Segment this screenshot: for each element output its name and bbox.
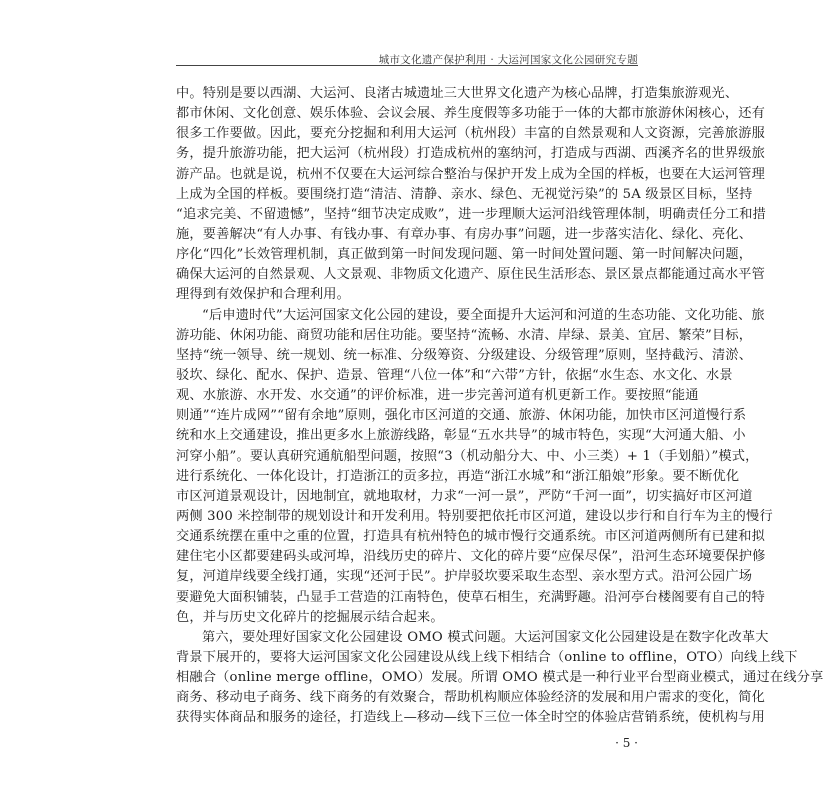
text-line: 坚持“统一领导、统一规划、统一标准、分级筹资、分级建设、分级管理”原则，坚持截污、清淤、 — [176, 347, 753, 363]
text-line: 市区河道景观设计，因地制宜，就地取材，力求“一河一景”，严防“千河一面”，切实搞好市区河道 — [176, 488, 753, 504]
text-line: 获得实体商品和服务的途径，打造线上—移动—线下三位一体全时空的体验店营销系统，使机构与用 — [176, 710, 766, 726]
text-line: 理得到有效保护和合理利用。 — [176, 287, 351, 303]
text-line: 上成为全国的样板。要围绕打造“清洁、清静、亲水、绿色、无视觉污染”的 5A 级景区目标，坚持 — [176, 186, 753, 202]
text-line: 中。特别是要以西湖、大运河、良渚古城遗址三大世界文化遗产为核心品牌，打造集旅游观光、 — [176, 86, 739, 101]
paragraph-1 — [176, 84, 767, 306]
text-line: 确保大运河的自然景观、人文景观、非物质文化遗产、原住民生活形态、景区景点都能通过高水平管 — [176, 267, 766, 283]
text-line: 都市休闲、文化创意、娱乐体验、会议会展、养生度假等多功能于一体的大都市旅游休闲核心，还有 — [176, 106, 766, 122]
text-line: 相融合（online merge offline，OMO）发展。所谓 OMO 模式是一种行业平台型商业模式，通过在线分享 — [176, 670, 823, 686]
text-line: 第六，要处理好国家文化公园建设 OMO 模式问题。大运河国家文化公园建设是在数字化改革大 — [202, 629, 769, 645]
body-text — [176, 84, 823, 729]
text-line: “追求完美、不留遗憾”，坚持“细节决定成败”，进一步理顺大运河沿线管理体制，明确责任分工和措 — [176, 206, 767, 222]
text-line: 色，并与历史文化碎片的挖掘展示结合起来。 — [176, 609, 444, 625]
text-line: 背景下展开的，要将大运河国家文化公园建设从线上线下相结合（online to offline，OTO）向线上线下 — [176, 649, 798, 665]
text-line: 商务、移动电子商务、线下商务的有效聚合，帮助机构顺应体验经济的发展和用户需求的变化，简化 — [176, 690, 766, 706]
paragraph-3 — [176, 628, 823, 729]
text-line: 要避免大面积铺装，凸显手工营造的江南特色，使草石相生，充满野趣。沿河亭台楼阁要有自己的特 — [176, 589, 766, 605]
text-line: “后申遗时代”大运河国家文化公园的建设，要全面提升大运河和河道的生态功能、文化功能、旅 — [202, 307, 765, 323]
text-line: 观、水旅游、水开发、水交通”的评价标准，进一步完善河道有机更新工作。要按照“能通 — [176, 388, 699, 404]
header-rule — [176, 65, 638, 66]
paragraph-2 — [176, 306, 773, 628]
page-number: · 5 · — [615, 736, 638, 750]
text-line: 驳坎、绿化、配水、保护、造景、管理“八位一体”和“六带”方针，依据“水生态、水文化、水景 — [176, 367, 733, 383]
text-line: 游功能、休闲功能、商贸功能和居住功能。要坚持“流畅、水清、岸绿、景美、宜居、繁荣”目标， — [176, 327, 753, 343]
text-line: 务，提升旅游功能，把大运河（杭州段）打造成杭州的塞纳河，打造成与西湖、西溪齐名的世界级旅 — [176, 146, 766, 162]
text-line: 很多工作要做。因此，要充分挖掘和利用大运河（杭州段）丰富的自然景观和人文资源，完善旅游服 — [176, 126, 766, 142]
running-header: 城市文化遗产保护利用 · 大运河国家文化公园研究专题 — [378, 54, 638, 66]
text-line: 河穿小船”。要认真研究通航船型问题，按照“3（机动船分大、中、小三类）+ 1（手划船）”模式， — [176, 448, 759, 464]
text-line: 复，河道岸线要全线打通，实现“还河于民”。护岸驳坎要采取生态型、亲水型方式。沿河公园广场 — [176, 569, 753, 585]
text-line: 建住宅小区都要建码头或河埠，沿线历史的碎片、文化的碎片要“应保尽保”，沿河生态环境要保护修 — [176, 549, 766, 565]
text-line: 游产品。也就是说，杭州不仅要在大运河综合整治与保护开发上成为全国的样板，也要在大运河管理 — [176, 166, 766, 182]
text-line: 两侧 300 米控制带的规划设计和开发利用。特别要把依托市区河道，建设以步行和自行车为主的慢行 — [176, 508, 773, 524]
text-line: 进行系统化、一体化设计，打造浙江的贡多拉，再造“浙江水城”和“浙江船娘”形象。要不断优化 — [176, 468, 740, 484]
text-line: 则通”“连片成网”“留有余地”原则，强化市区河道的交通、旅游、休闲功能，加快市区河道慢行系 — [176, 408, 747, 424]
text-line: 交通系统摆在重中之重的位置，打造具有杭州特色的城市慢行交通系统。市区河道两侧所有已建和拟 — [176, 529, 766, 545]
text-line: 序化“四化”长效管理机制，真正做到第一时间发现问题、第一时间处置问题、第一时间解决问题， — [176, 247, 753, 263]
text-line: 施，要善解决“有人办事、有钱办事、有章办事、有房办事”问题，进一步落实洁化、绿化、亮化、 — [176, 226, 753, 242]
text-line: 统和水上交通建设，推出更多水上旅游线路，彰显“五水共导”的城市特色，实现“大河通大船、小 — [176, 428, 746, 444]
